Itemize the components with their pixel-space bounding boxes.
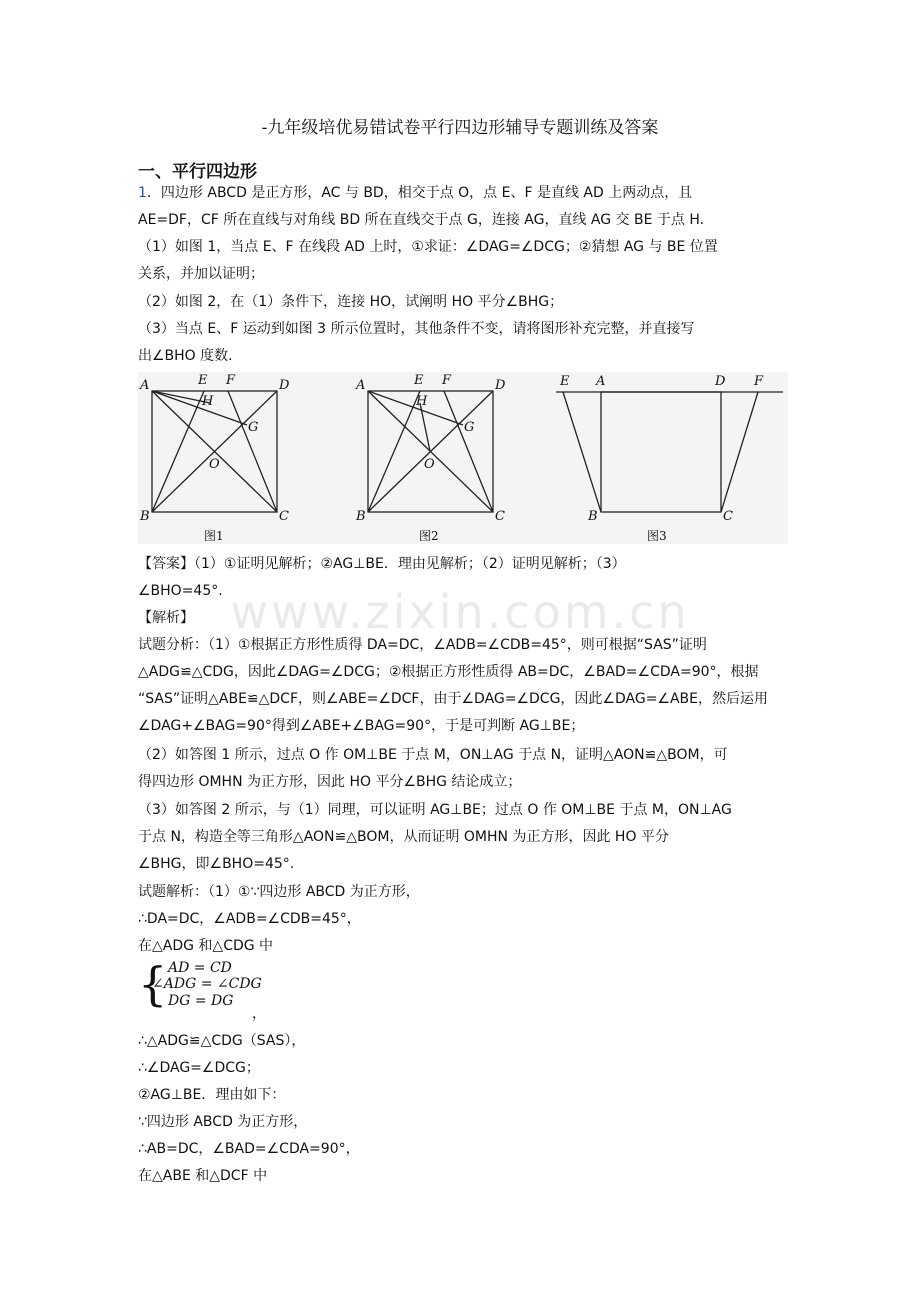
proof-line-5: ∴AB=DC，∠BAD=∠CDA=90°， bbox=[138, 1141, 360, 1157]
analysis-line-1: 试题分析：（1）①根据正方形性质得 DA=DC，∠ADB=∠CDB=45°，则可根据“SAS”证明 bbox=[138, 637, 707, 653]
fig2-label-d: D bbox=[495, 378, 506, 393]
problem-line-2: AE=DF，CF 所在直线与对角线 BD 所在直线交于点 G，连接 AG，直线 AG 交 BE 于点 H. bbox=[138, 212, 705, 228]
analysis-line-7: （3）如答图 2 所示，与（1）同理，可以证明 AG⊥BE；过点 O 作 OM⊥BE 于点 M，ON⊥AG bbox=[138, 802, 732, 818]
fig3-label-b: B bbox=[588, 509, 598, 524]
fig2-caption: 图2 bbox=[419, 529, 439, 543]
fig2-label-o: O bbox=[424, 457, 435, 472]
analysis-line-2: △ADG≌△CDG，因此∠DAG=∠DCG；②根据正方形性质得 AB=DC，∠BAD=∠CDA=90°，根据 bbox=[138, 664, 759, 680]
fig1-label-h: H bbox=[202, 394, 214, 409]
analysis-heading: 【解析】 bbox=[138, 610, 194, 626]
proof-line-1: ∴△ADG≌△CDG（SAS）， bbox=[138, 1033, 306, 1049]
geometry-figures bbox=[138, 372, 788, 544]
proof-line-2: ∴∠DAG=∠DCG； bbox=[138, 1060, 260, 1076]
analysis-line-5: （2）如答图 1 所示，过点 O 作 OM⊥BE 于点 M，ON⊥AG 于点 N，证明△AON≌△BOM，可 bbox=[138, 747, 728, 763]
analysis-line-11: ∴DA=DC，∠ADB=∠CDB=45°， bbox=[138, 911, 361, 927]
analysis-line-9: ∠BHG，即∠BHO=45°. bbox=[138, 856, 295, 872]
proof-line-3: ②AG⊥BE．理由如下： bbox=[138, 1087, 286, 1103]
answer-line-1: 【答案】（1）①证明见解析；②AG⊥BE．理由见解析；（2）证明见解析；（3） bbox=[138, 556, 626, 572]
problem-line-3: （1）如图 1，当点 E、F 在线段 AD 上时，①求证：∠DAG=∠DCG；②猜想 AG 与 BE 位置 bbox=[138, 239, 718, 255]
fig1-label-a: A bbox=[140, 378, 150, 393]
analysis-line-6: 得四边形 OMHN 为正方形，因此 HO 平分∠BHG 结论成立； bbox=[138, 774, 522, 790]
fig1-label-f: F bbox=[226, 373, 236, 388]
answer-line-2: ∠BHO=45°. bbox=[138, 583, 223, 599]
proof-line-4: ∵四边形 ABCD 为正方形， bbox=[138, 1114, 308, 1130]
fig1-caption: 图1 bbox=[204, 529, 224, 543]
fig3-caption: 图3 bbox=[647, 529, 667, 543]
fig1-label-o: O bbox=[209, 457, 220, 472]
problem-line-4: 关系，并加以证明； bbox=[138, 266, 264, 282]
fig3-label-d: D bbox=[715, 374, 726, 389]
problem-line-1: 1．四边形 ABCD 是正方形，AC 与 BD，相交于点 O，点 E、F 是直线 AD 上两动点，且 bbox=[138, 185, 693, 201]
system-eq-1: AD = CD bbox=[168, 960, 232, 976]
fig3-label-a: A bbox=[596, 374, 606, 389]
analysis-line-8: 于点 N，构造全等三角形△AON≌△BOM，从而证明 OMHN 为正方形，因此 HO 平分 bbox=[138, 829, 669, 845]
fig3-label-c: C bbox=[723, 509, 733, 524]
fig2-label-g: G bbox=[464, 420, 475, 435]
brace-glyph: { bbox=[138, 957, 168, 1011]
problem-line-5: （2）如图 2，在（1）条件下，连接 HO，试阐明 HO 平分∠BHG； bbox=[138, 294, 564, 310]
problem-line-6: （3）当点 E、F 运动到如图 3 所示位置时，其他条件不变，请将图形补充完整，并直接写 bbox=[138, 321, 695, 337]
fig1-label-c: C bbox=[279, 509, 289, 524]
fig1-label-b: B bbox=[140, 509, 150, 524]
section-heading: 一、平行四边形 bbox=[138, 162, 257, 182]
problem-number: 1 bbox=[138, 185, 147, 201]
analysis-line-10: 试题解析：（1）①∵四边形 ABCD 为正方形， bbox=[138, 884, 420, 900]
analysis-line-4: ∠DAG+∠BAG=90°得到∠ABE+∠BAG=90°，于是可判断 AG⊥BE； bbox=[138, 718, 585, 734]
fig2-label-h: H bbox=[416, 394, 428, 409]
fig2-label-c: C bbox=[495, 509, 505, 524]
watermark: www.zixin.com.cn bbox=[230, 585, 690, 639]
fig3-label-e: E bbox=[560, 374, 570, 389]
problem-line-7: 出∠BHO 度数. bbox=[138, 348, 233, 364]
fig3-label-f: F bbox=[754, 374, 764, 389]
fig1-label-d: D bbox=[279, 378, 290, 393]
fig2-label-f: F bbox=[442, 373, 452, 388]
fig2-label-b: B bbox=[356, 509, 366, 524]
fig1-label-e: E bbox=[198, 373, 208, 388]
fig1-label-g: G bbox=[248, 420, 259, 435]
fig2-label-a: A bbox=[356, 378, 366, 393]
system-eq-2: ∠ADG = ∠CDG bbox=[152, 976, 262, 992]
proof-line-6: 在△ABE 和△DCF 中 bbox=[138, 1168, 268, 1184]
system-comma: ， bbox=[252, 1006, 266, 1022]
analysis-line-3: “SAS”证明△ABE≌△DCF，则∠ABE=∠DCF，由于∠DAG=∠DCG，因此∠DAG=∠ABE，然后运用 bbox=[138, 691, 769, 707]
analysis-line-12: 在△ADG 和△CDG 中 bbox=[138, 938, 274, 954]
system-eq-3: DG = DG bbox=[168, 993, 234, 1009]
fig2-label-e: E bbox=[414, 373, 424, 388]
page-title: -九年级培优易错试卷平行四边形辅导专题训练及答案 bbox=[261, 118, 659, 138]
